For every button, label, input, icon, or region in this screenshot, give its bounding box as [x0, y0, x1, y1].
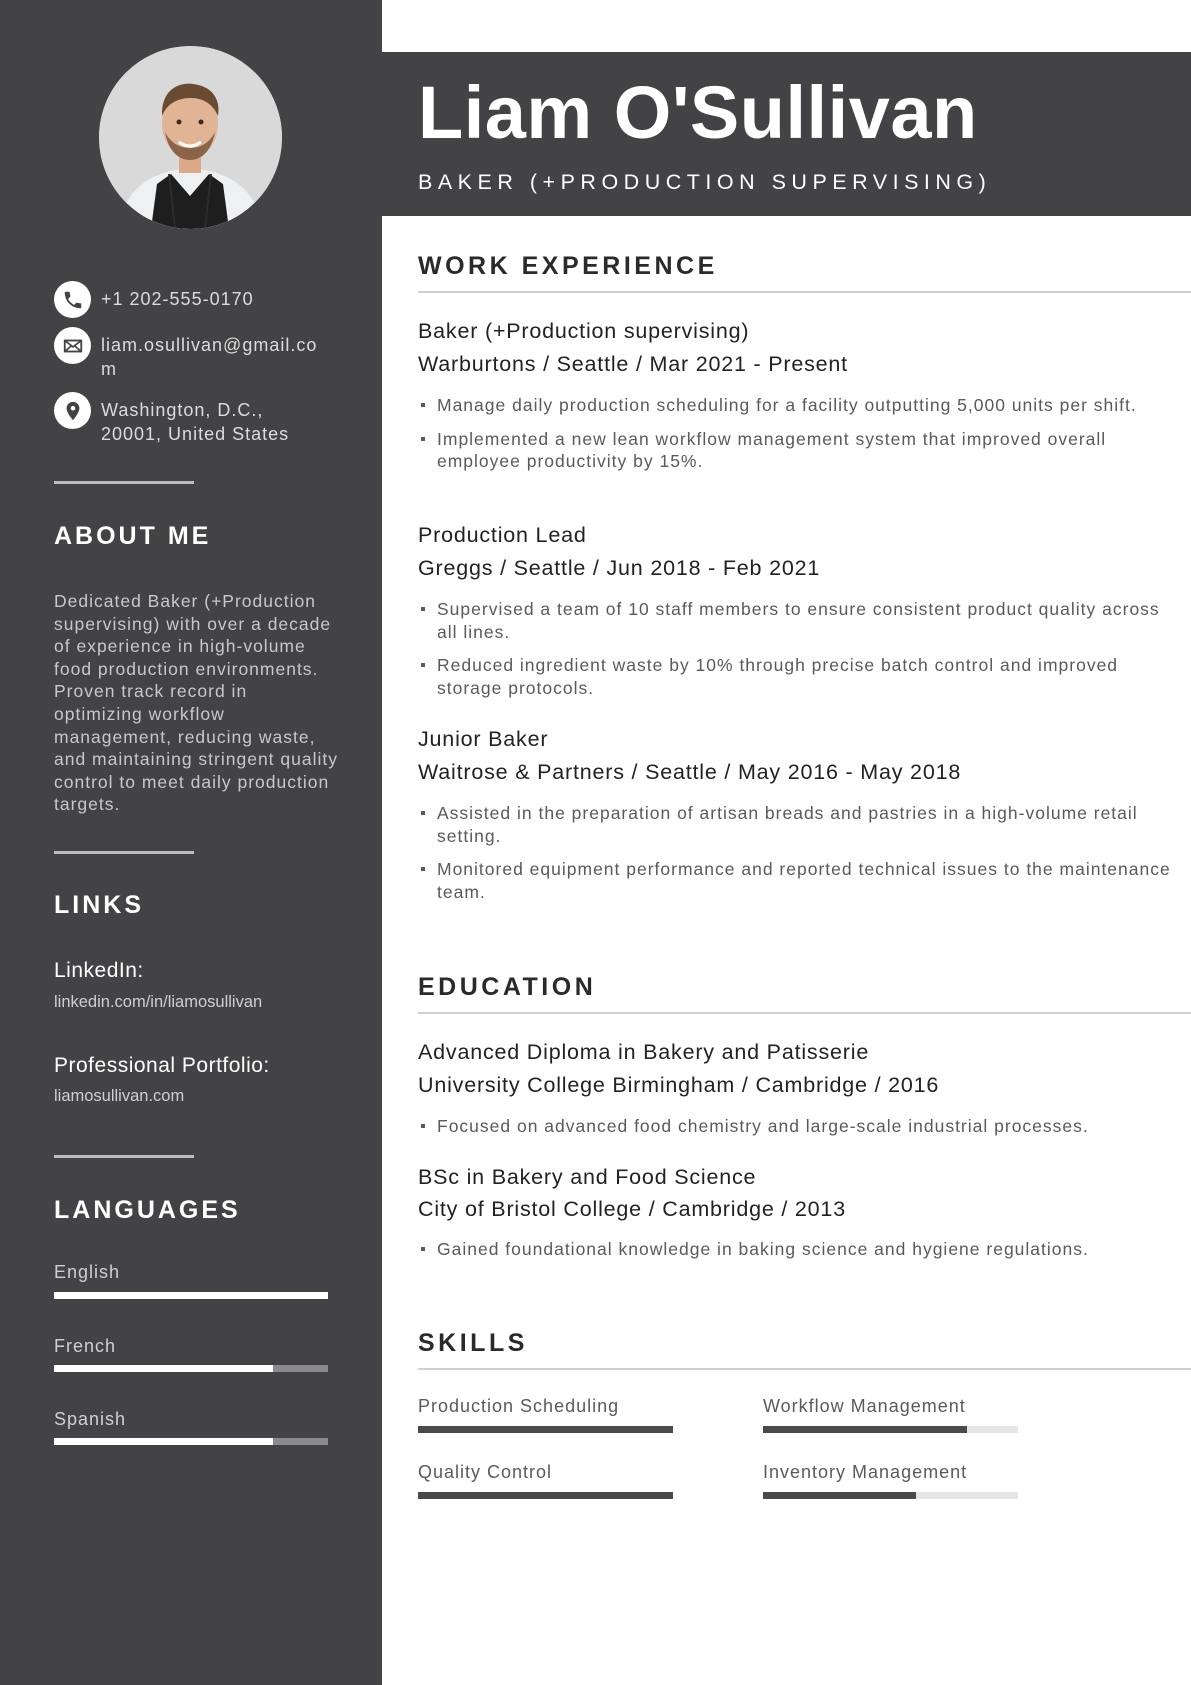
language-name: English — [54, 1262, 121, 1282]
mail-icon — [54, 327, 91, 364]
skill-level-fill — [763, 1492, 916, 1499]
phone-number: +1 202-555-0170 — [101, 289, 254, 309]
section-rule — [418, 291, 1191, 293]
list-item: Reduced ingredient waste by 10% through precise batch control and improved storage protocols. — [418, 654, 1173, 699]
job-meta: Warburtons / Seattle / Mar 2021 - Present — [418, 352, 848, 376]
skill-level-bar — [418, 1426, 673, 1433]
link-label-linkedin: LinkedIn: — [54, 959, 144, 982]
work-heading: WORK EXPERIENCE — [418, 252, 718, 280]
job-bullets — [418, 802, 1173, 914]
education-heading: EDUCATION — [418, 973, 597, 1001]
location-pin-icon — [54, 392, 91, 429]
link-portfolio[interactable]: liamosullivan.com — [54, 1087, 185, 1105]
degree-meta: University College Birmingham / Cambridge / 2016 — [418, 1073, 940, 1097]
skill-level-fill — [763, 1426, 967, 1433]
divider — [54, 1155, 194, 1158]
list-item: Implemented a new lean workflow management system that improved overall employee productivity by 15%. — [418, 428, 1173, 473]
phone-icon — [54, 281, 91, 318]
language-name: French — [54, 1336, 117, 1356]
job-role: Baker (+Production supervising) — [418, 319, 750, 343]
contact-phone — [54, 281, 326, 318]
language-level-fill — [54, 1438, 273, 1445]
skill-name: Production Scheduling — [418, 1396, 620, 1416]
list-item: Gained foundational knowledge in baking science and hygiene regulations. — [418, 1238, 1173, 1261]
about-heading: ABOUT ME — [54, 522, 212, 550]
skill-name: Inventory Management — [763, 1462, 968, 1482]
skill-level-bar — [763, 1492, 1018, 1499]
job-role: Production Lead — [418, 523, 587, 547]
job-bullets — [418, 394, 1173, 484]
degree-title: BSc in Bakery and Food Science — [418, 1165, 757, 1189]
skill-level-bar — [763, 1426, 1018, 1433]
candidate-title: BAKER (+PRODUCTION SUPERVISING) — [418, 170, 992, 194]
divider — [54, 851, 194, 854]
links-heading: LINKS — [54, 891, 144, 919]
skill-name: Workflow Management — [763, 1396, 966, 1416]
link-label-portfolio: Professional Portfolio: — [54, 1054, 270, 1077]
contact-email — [54, 327, 326, 381]
profile-photo — [99, 46, 282, 229]
list-item: Supervised a team of 10 staff members to ensure consistent product quality across all lines. — [418, 598, 1173, 643]
job-meta: Greggs / Seattle / Jun 2018 - Feb 2021 — [418, 556, 821, 580]
skills-heading: SKILLS — [418, 1329, 528, 1357]
degree-title: Advanced Diploma in Bakery and Patisserie — [418, 1040, 870, 1064]
job-bullets — [418, 598, 1173, 710]
language-level-fill — [54, 1292, 328, 1299]
email-address: liam.osullivan@gmail.com — [101, 335, 318, 379]
list-item: Manage daily production scheduling for a facility outputting 5,000 units per shift. — [418, 394, 1173, 417]
sidebar — [0, 0, 382, 1685]
degree-meta: City of Bristol College / Cambridge / 2013 — [418, 1197, 846, 1221]
skill-level-fill — [418, 1492, 673, 1499]
skill-name: Quality Control — [418, 1462, 553, 1482]
skill-level-bar — [418, 1492, 673, 1499]
skill-level-fill — [418, 1426, 673, 1433]
job-role: Junior Baker — [418, 727, 549, 751]
candidate-name: Liam O'Sullivan — [418, 71, 978, 154]
avatar — [99, 46, 282, 229]
section-rule — [418, 1012, 1191, 1014]
contact-address — [54, 392, 326, 446]
language-level-fill — [54, 1365, 273, 1372]
about-text: Dedicated Baker (+Production supervising) with over a decade of experience in high-volume food production environments. Proven track record in optimizing workflow management, reducing waste, and maintaining stringent quality control to meet daily production targets. — [54, 591, 338, 815]
degree-bullets — [418, 1115, 1173, 1149]
degree-bullets — [418, 1238, 1173, 1272]
language-level-bar — [54, 1292, 328, 1299]
list-item: Focused on advanced food chemistry and large-scale industrial processes. — [418, 1115, 1173, 1138]
link-linkedin[interactable]: linkedin.com/in/liamosullivan — [54, 993, 263, 1011]
list-item: Assisted in the preparation of artisan breads and pastries in a high-volume retail setting. — [418, 802, 1173, 847]
job-meta: Waitrose & Partners / Seattle / May 2016 - May 2018 — [418, 760, 962, 784]
languages-heading: LANGUAGES — [54, 1196, 241, 1224]
language-level-bar — [54, 1365, 328, 1372]
divider — [54, 481, 194, 484]
header — [382, 52, 1191, 216]
language-level-bar — [54, 1438, 328, 1445]
list-item: Monitored equipment performance and reported technical issues to the maintenance team. — [418, 858, 1173, 903]
address: Washington, D.C., 20001, United States — [101, 400, 290, 444]
section-rule — [418, 1368, 1191, 1370]
language-name: Spanish — [54, 1409, 127, 1429]
